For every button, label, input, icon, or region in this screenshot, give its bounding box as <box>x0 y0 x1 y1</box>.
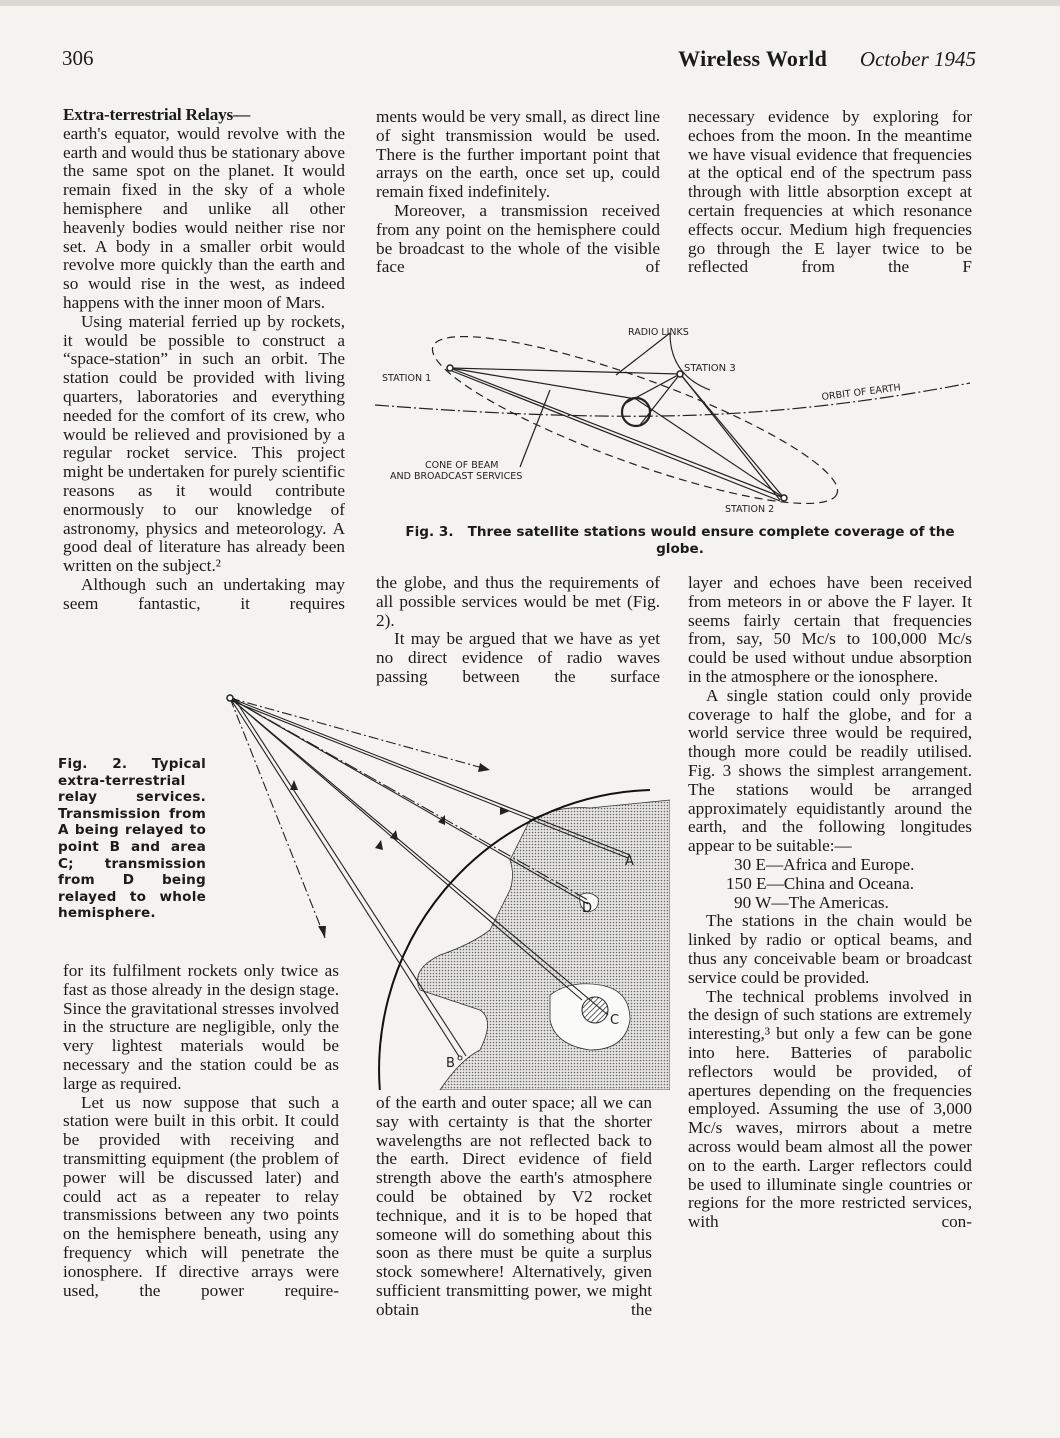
paragraph: necessary evidence by exploring for echoes from the moon. In the meantime we have visual evidence that frequencies at the optical end of the spectrum pass through with little absorption except at certain frequencies at which resonance effects occur. Medium high frequencies go through the E layer twice to be reflected from the F <box>688 107 972 277</box>
paragraph: The stations in the chain would be linked by radio or optical beams, and thus any conceivable beam or broadcast service could be provided. <box>688 911 972 987</box>
paragraph: the globe, and thus the requirements of all possible services would be met (Fig. 2). <box>376 573 660 630</box>
label-station-1: STATION 1 <box>382 373 432 384</box>
column-3-bottom <box>688 574 972 1232</box>
list-item: 150 E—China and Oceana. <box>726 873 915 893</box>
paragraph: for its fulfilment rockets only twice as fast as those already in the design stage. Since the gravitational stresses involved in the structure are negligible, only the very lightest materials would be necessary and the station could be as large as required. <box>63 961 339 1093</box>
label-station-3: STATION 3 <box>684 363 736 374</box>
label-d: D <box>582 901 593 916</box>
paragraph: The technical problems involved in the design of such stations are extremely interesting,³ but only a few can be gone into here. Batteries of parabolic reflectors would be provided, of apertures depending on the frequencies employed. Assuming the use of 3,000 Mc/s waves, mirrors about a metre across would beam almost all the power on to the earth. Larger reflectors could be used to illuminate single countries or regions for the more restricted services, with con- <box>688 986 972 1232</box>
label-orbit-of-earth: ORBIT OF EARTH <box>821 382 902 403</box>
page-edge <box>0 0 1060 6</box>
paragraph: of the earth and outer space; all we can say with certainty is that the shorter wavelengths are not reflected back to the earth. Direct evidence of field strength above the earth's atmosphere could be obtained by V2 rocket technique, and it is to be hoped that someone will do something about this soon as there must be quite a surplus stock somewhere! Alternatively, given sufficient transmitting power, we might obtain the <box>376 1093 652 1319</box>
paragraph: A single station could only provide coverage to half the globe, and for a world service three would be required, though more could be readily utilised. Fig. 3 shows the simplest arrangement. The stations would be arranged approximately equidistantly around the earth, and the following longitudes appear to be suitable:— <box>688 685 972 856</box>
column-2-bottom <box>376 1094 652 1320</box>
paragraph: Although such an undertaking may seem fantastic, it requires <box>63 574 345 613</box>
column-1-top <box>63 106 345 614</box>
label-radio-links: RADIO LINKS <box>628 327 689 338</box>
longitude-list <box>688 856 972 912</box>
label-cone-line-1: CONE OF BEAM <box>425 460 499 471</box>
figure-3-caption-text: Three satellite stations would ensure complete coverage of the globe. <box>467 524 955 557</box>
paragraph: earth's equator, would revolve with the earth and would thus be stationary above the same spot on the planet. It would remain fixed in the sky of a whole hemisphere and unlike all other heavenly bodies would neither rise nor set. A body in a smaller orbit would revolve more quickly than the earth and so would rise in the west, as indeed happens with the inner moon of Mars. <box>63 123 345 312</box>
label-c: C <box>610 1013 620 1028</box>
list-item: 90 W—The Americas. <box>734 892 889 912</box>
paragraph: layer and echoes have been received from meteors in or above the F layer. It seems fairly certain that frequencies from, say, 50 Mc/s to 100,000 Mc/s could be used without undue absorption in the atmosphere or the ionosphere. <box>688 573 972 686</box>
paragraph: Using material ferried up by rockets, it would be possible to construct a “space-station” in such an orbit. The station could be provided with living quarters, laboratories and everything needed for the comfort of its crew, who would be relieved and provisioned by a regular rocket service. This project might be undertaken for purely scientific reasons as it would contribute enormously to our knowledge of astronomy, physics and meteorology. A good deal of literature has already been written on the subject.² <box>63 311 345 576</box>
figure-3-caption <box>380 524 980 558</box>
figure-3-number: Fig. 3. <box>405 524 454 540</box>
label-a: A <box>625 854 634 869</box>
paragraph: Moreover, a transmission received from any point on the hemisphere could be broadcast to the whole of the visible face of <box>376 200 660 277</box>
page-number: 306 <box>62 46 94 70</box>
figure-3-diagram <box>370 315 980 520</box>
paragraph: It may be argued that we have as yet no direct evidence of radio waves passing between the surface <box>376 629 660 686</box>
issue-date: October 1945 <box>859 47 976 71</box>
figure-2-caption <box>58 756 206 922</box>
label-b: B <box>446 1056 455 1071</box>
list-item: 30 E—Africa and Europe. <box>734 854 915 874</box>
label-station-2: STATION 2 <box>725 504 775 515</box>
column-2-top <box>376 108 660 277</box>
column-2-middle <box>376 574 660 687</box>
column-3-top <box>688 108 972 277</box>
publication-title: Wireless World <box>678 46 828 71</box>
running-header <box>678 46 976 72</box>
paragraph: Let us now suppose that such a station were built in this orbit. It could be provided with receiving and transmitting equipment (the problem of power will be discussed later) and could act as a repeater to relay transmissions between any two points on the hemisphere beneath, using any frequency which will penetrate the ionosphere. If directive arrays were used, the power require- <box>63 1092 339 1300</box>
figure-2-caption-text: Fig. 2. Typical extra-terrestrial relay services. Transmission from A being relayed to point B and area C; transmission from D being relayed to whole hemisphere. <box>58 756 206 922</box>
section-heading: Extra-terrestrial Relays— <box>63 105 251 124</box>
label-cone-line-2: AND BROADCAST SERVICES <box>390 471 523 482</box>
column-1-bottom <box>63 962 339 1300</box>
paragraph: ments would be very small, as direct line of sight transmission would be used. There is the further important point that arrays on the earth, once set up, could remain fixed indefinitely. <box>376 107 660 202</box>
